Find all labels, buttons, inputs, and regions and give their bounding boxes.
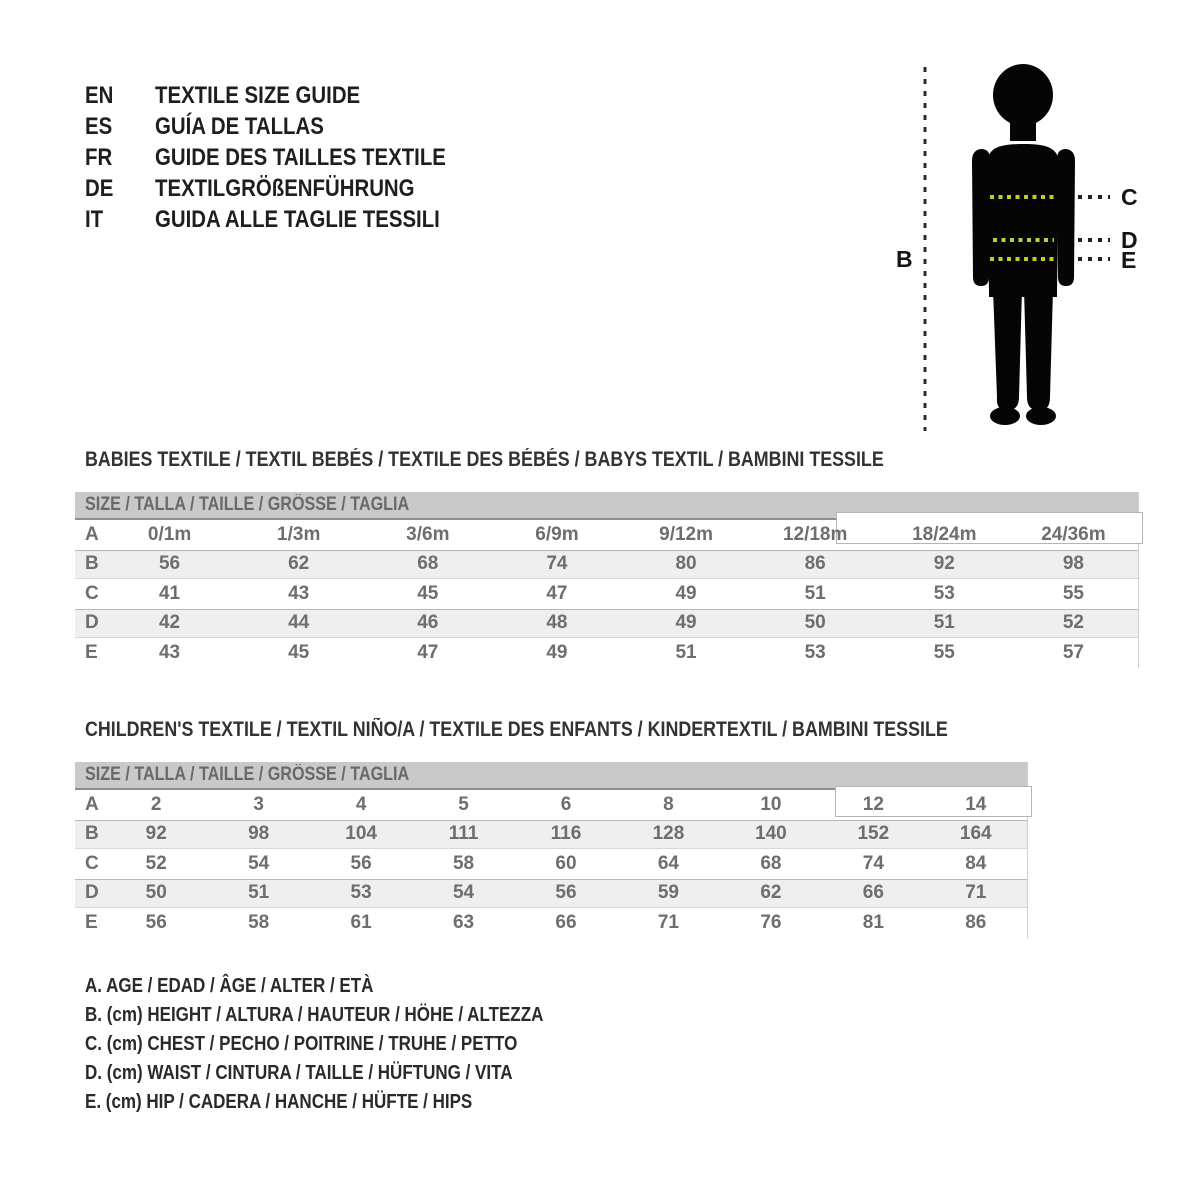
size-cell: 62: [760, 882, 782, 904]
row-label: B: [85, 553, 99, 575]
size-cell: 92: [933, 553, 955, 575]
row-label: A: [85, 523, 99, 545]
size-cell: 74: [546, 553, 568, 575]
size-cell: 164: [959, 823, 992, 845]
size-cell: 49: [675, 582, 697, 604]
lang-code: DE: [85, 174, 114, 202]
row-label: E: [85, 641, 98, 663]
size-cell: 64: [657, 852, 679, 874]
row-label: D: [85, 882, 99, 904]
children-size-table: [75, 762, 1028, 938]
size-header-text: SIZE / TALLA / TAILLE / GRÖSSE / TAGLIA: [85, 494, 410, 515]
size-cell: 41: [158, 582, 181, 604]
size-cell: 104: [345, 823, 377, 845]
size-cell: 6/9m: [535, 523, 579, 545]
size-cell: 43: [158, 641, 181, 663]
size-cell: 45: [417, 582, 439, 604]
size-cell: 9/12m: [659, 523, 713, 545]
size-cell: 59: [657, 882, 679, 904]
size-cell: 54: [248, 852, 270, 874]
size-cell: 12: [862, 793, 884, 815]
row-label: C: [85, 852, 99, 874]
size-cell: 55: [1062, 582, 1084, 604]
size-cell: 57: [1062, 641, 1084, 663]
legend-waist: D. (cm) WAIST / CINTURA / TAILLE / HÜFTUNG / VITA: [85, 1062, 513, 1084]
size-cell: 47: [546, 582, 568, 604]
size-cell: 140: [755, 823, 787, 845]
size-cell: 51: [804, 582, 826, 604]
size-cell: 61: [350, 911, 372, 933]
size-cell: 14: [965, 793, 987, 815]
size-table-row-E: [75, 908, 1027, 938]
size-cell: 12/18m: [782, 523, 848, 545]
lang-code: EN: [85, 81, 114, 109]
size-cell: 46: [417, 612, 439, 634]
size-cell: 53: [350, 882, 372, 904]
lang-code: IT: [85, 205, 104, 233]
size-cell: 71: [965, 882, 987, 904]
babies-size-table: [75, 492, 1139, 668]
lang-title: GUIDA ALLE TAGLIE TESSILI: [155, 205, 440, 233]
size-cell: 5: [458, 793, 469, 815]
size-cell: 43: [288, 582, 310, 604]
row-label: D: [85, 612, 99, 634]
size-cell: 3/6m: [406, 523, 450, 545]
size-cell: 92: [145, 823, 167, 845]
size-cell: 76: [760, 911, 782, 933]
size-table-row-B: [75, 550, 1138, 580]
size-cell: 48: [546, 612, 568, 634]
babies-section-title-text: BABIES TEXTILE / TEXTIL BEBÉS / TEXTILE DES BÉBÉS / BABYS TEXTIL / BAMBINI TESSILE: [85, 448, 884, 471]
size-header-text: SIZE / TALLA / TAILLE / GRÖSSE / TAGLIA: [85, 764, 410, 785]
height-label: B: [896, 246, 913, 272]
size-cell: 86: [804, 553, 826, 575]
size-cell: 74: [862, 852, 884, 874]
size-cell: 54: [452, 882, 475, 904]
size-cell: 52: [1062, 612, 1084, 634]
size-cell: 62: [288, 553, 310, 575]
size-cell: 53: [804, 641, 826, 663]
size-cell: 3: [253, 793, 264, 815]
size-cell: 58: [248, 911, 270, 933]
lang-title: TEXTILGRÖßENFÜHRUNG: [155, 174, 415, 202]
size-cell: 66: [862, 882, 884, 904]
measurement-legend: [85, 972, 624, 1117]
size-table-row-A: [75, 520, 1138, 550]
size-cell: 50: [804, 612, 826, 634]
legend-chest: C. (cm) CHEST / PECHO / POITRINE / TRUHE / PETTO: [85, 1033, 518, 1055]
waist-label: D: [1121, 227, 1138, 253]
size-cell: 10: [760, 793, 782, 815]
size-cell: 98: [248, 823, 270, 845]
hip-label: E: [1121, 247, 1137, 273]
size-cell: 42: [158, 612, 181, 634]
lang-row-fr: [85, 142, 497, 173]
size-table-row-C: [75, 579, 1138, 609]
size-cell: 1/3m: [277, 523, 321, 545]
babies-section-title: [85, 448, 1025, 472]
size-cell: 2: [150, 793, 162, 815]
size-cell: 24/36m: [1041, 523, 1106, 545]
size-cell: 45: [288, 641, 310, 663]
size-cell: 111: [448, 823, 479, 845]
row-label: B: [85, 823, 99, 845]
size-table-row-C: [75, 849, 1027, 879]
size-cell: 8: [663, 793, 674, 815]
row-label: A: [85, 793, 99, 815]
lang-title: GUIDE DES TAILLES TEXTILE: [155, 143, 446, 171]
babies-table-rows: [75, 520, 1138, 668]
size-cell: 44: [288, 612, 310, 634]
size-cell: 49: [675, 612, 697, 634]
size-table-row-E: [75, 638, 1138, 668]
size-cell: 56: [158, 553, 181, 575]
size-cell: 86: [965, 911, 987, 933]
legend-hip: E. (cm) HIP / CADERA / HANCHE / HÜFTE / HIPS: [85, 1091, 473, 1113]
size-cell: 55: [933, 641, 955, 663]
size-cell: 4: [355, 793, 367, 815]
size-cell: 6: [560, 793, 572, 815]
size-cell: 53: [933, 582, 955, 604]
size-cell: 68: [417, 553, 439, 575]
size-cell: 56: [145, 911, 167, 933]
lang-row-de: [85, 173, 497, 204]
children-table-rows: [75, 790, 1027, 938]
size-cell: 98: [1062, 553, 1084, 575]
language-list: [85, 80, 497, 235]
lang-row-es: [85, 111, 497, 142]
legend-age: A. AGE / EDAD / ÂGE / ALTER / ETÀ: [85, 975, 374, 997]
row-label: E: [85, 911, 98, 933]
size-cell: 56: [555, 882, 577, 904]
children-section-title: [85, 718, 1100, 742]
size-table-row-D: [75, 879, 1027, 909]
lang-row-it: [85, 204, 497, 235]
chest-label: C: [1121, 184, 1138, 210]
size-cell: 84: [965, 852, 987, 874]
size-cell: 52: [145, 852, 167, 874]
size-cell: 80: [675, 553, 697, 575]
lang-row-en: [85, 80, 497, 111]
size-cell: 128: [652, 823, 685, 845]
size-cell: 63: [452, 911, 475, 933]
size-cell: 116: [550, 823, 582, 845]
size-cell: 18/24m: [912, 523, 977, 545]
size-cell: 66: [555, 911, 577, 933]
size-cell: 51: [933, 612, 955, 634]
size-cell: 50: [145, 882, 167, 904]
lang-code: ES: [85, 112, 113, 140]
size-cell: 58: [452, 852, 475, 874]
child-measurement-figure: [860, 45, 1180, 445]
size-cell: 152: [857, 823, 890, 845]
size-cell: 51: [675, 641, 697, 663]
size-cell: 51: [248, 882, 270, 904]
size-cell: 56: [350, 852, 372, 874]
child-silhouette: [972, 64, 1075, 425]
lang-title: GUÍA DE TALLAS: [155, 112, 324, 140]
size-table-row-A: [75, 790, 1027, 820]
size-cell: 47: [417, 641, 439, 663]
size-cell: 81: [862, 911, 884, 933]
legend-height: B. (cm) HEIGHT / ALTURA / HAUTEUR / HÖHE / ALTEZZA: [85, 1004, 544, 1026]
size-table-row-B: [75, 820, 1027, 850]
row-label: C: [85, 582, 99, 604]
lang-code: FR: [85, 143, 113, 171]
size-cell: 68: [760, 852, 782, 874]
size-cell: 49: [546, 641, 568, 663]
size-table-row-D: [75, 609, 1138, 639]
size-cell: 0/1m: [147, 523, 192, 545]
size-cell: 71: [657, 911, 679, 933]
lang-title: TEXTILE SIZE GUIDE: [155, 81, 361, 109]
size-cell: 60: [555, 852, 577, 874]
children-section-title-text: CHILDREN'S TEXTILE / TEXTIL NIÑO/A / TEXTILE DES ENFANTS / KINDERTEXTIL / BAMBINI TESSILE: [85, 718, 948, 741]
